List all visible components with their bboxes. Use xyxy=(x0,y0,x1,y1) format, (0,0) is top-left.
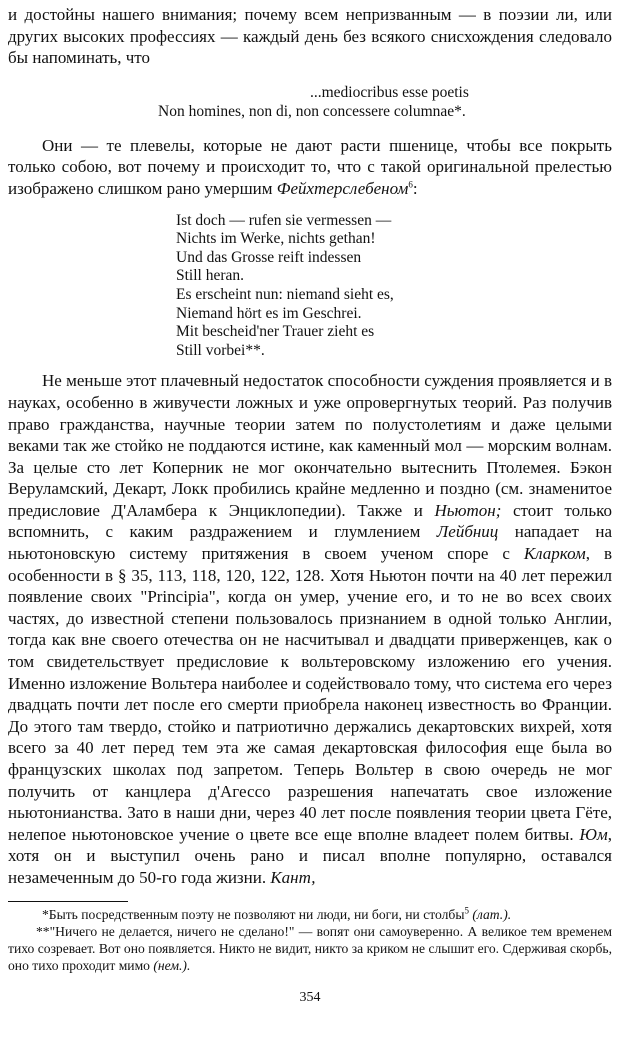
german-poem xyxy=(8,212,612,361)
poem-line: Es erscheint nun: niemand sieht es, xyxy=(176,285,394,303)
name-newton: Ньютон; xyxy=(434,500,502,520)
latin-quote-line-1: ...mediocribus esse poetis xyxy=(310,83,469,101)
poem-line: Nichts im Werke, nichts gethan! xyxy=(176,230,376,248)
poem-line: Mit bescheid'ner Trauer zieht es xyxy=(176,323,375,341)
footnote-1-language: (лат.). xyxy=(472,906,512,922)
name-hume: Юм xyxy=(579,824,608,844)
paragraph-3-text-2: стоит только вспомнить, с каким раздражением и глумлением xyxy=(8,500,612,542)
latin-quote xyxy=(8,83,612,121)
paragraph-3-text-3: нападает на ньютоновскую систему притяжения в своем ученом споре с xyxy=(8,522,613,564)
paragraph-3-text-4: , в особенности в § 35, 113, 118, 120, 122, 128. Хотя Ньютон почти на 40 лет пережил появление своих "Principia", когда он умер, учение его, и то не во всех своих частях, до известной степени пользовалось признанием в одной только Англии, тогда как вне своего отечества он не насчитывал и двадцати приверженцев, как о том свидетельствует предисловие к вольтеровскому изложению его учения. Именно изложение Вольтера наиболее и содействовало тому, что система его через двадцать почти лет после его смерти приобрела наконец известность во Франции. До этого там твердо, стойко и патриотично держались декартовских вихрей, хотя всего за 40 лет перед тем эта же самая декартовская философия еще была во французских школах под запретом. Теперь Вольтер в свою очередь не мог получить от канцлера д'Агессо разрешения напечатать свое изложение ньютонианства. Зато в наши дни, через 40 лет после появления теории цвета Гёте, нелепое ньютоновское учение о цвете все еще вполне владеет полем битвы. xyxy=(8,544,612,844)
footnote-2-text: **"Ничего не делается, ничего не сделано!" — вопят они самоуверенно. А великое тем временем тихо созревает. Вот оно появляется. Никто не видит, никто за криком не слышит его. Сдерживая скорбь, оно тихо проходит мимо xyxy=(8,923,612,973)
paragraph-2 xyxy=(8,135,612,200)
paragraph-3 xyxy=(8,370,612,888)
poem-line: Ist doch — rufen sie vermessen — xyxy=(176,211,392,229)
footnote-1-text: *Быть посредственным поэту не позволяют ни люди, ни боги, ни столбы xyxy=(42,906,465,922)
paragraph-3-text-5: , хотя он и выступил очень рано и писал вполне популярно, оставался незамеченным до 50-го года жизни. xyxy=(8,824,612,887)
poem-line: Still vorbei**. xyxy=(176,341,265,359)
latin-quote-line-2: Non homines, non di, non concessere columnae*. xyxy=(158,102,466,120)
poem-line: Und das Grosse reift indessen xyxy=(176,248,362,266)
name-kant: Кант, xyxy=(270,867,316,887)
paragraph-2-text: Они — те плевелы, которые не дают расти пшенице, чтобы все покрыть только собою, вот почему и происходит то, что с такой оригинальной прелестью изображено слишком рано умершим xyxy=(8,135,612,198)
footnote-2-language: (нем.). xyxy=(153,957,191,973)
poem-line: Still heran. xyxy=(176,267,245,285)
note-mark-6: 6 xyxy=(408,179,413,190)
footnote-divider xyxy=(8,901,128,902)
note-mark-5: 5 xyxy=(464,905,469,916)
footnote-1 xyxy=(8,906,612,923)
author-name-feuchtersleben: Фейхтерслебеном xyxy=(276,178,409,198)
name-clarke: Кларком xyxy=(523,544,586,564)
paragraph-3-text-1: Не меньше этот плачевный недостаток способности суждения проявляется и в науках, особенно в живучести ложных и уже опровергнутых теорий. Раз получив право гражданства, научные теории затем по полустолетиям и даже целыми веками так же стойко не поддаются истине, как каменный мол — морским волнам. За целые сто лет Коперник не мог окончательно вытеснить Птолемея. Бэкон Веруламский, Декарт, Локк пробились крайне медленно и поздно (см. знаменитое предисловие Д'Аламбера к Энциклопедии). Также и xyxy=(8,371,612,520)
footnote-2 xyxy=(8,923,612,974)
page-number: 354 xyxy=(299,989,321,1005)
paragraph-1: и достойны нашего внимания; почему всем непризванным — в поэзии ли, или других высоких профессиях — каждый день без всякого снисхождения следовало бы напоминать, что xyxy=(8,5,612,68)
name-leibniz: Лейбниц xyxy=(436,522,499,542)
poem-line: Niemand hört es im Geschrei. xyxy=(176,304,362,322)
paragraph-2-end: : xyxy=(412,178,418,198)
